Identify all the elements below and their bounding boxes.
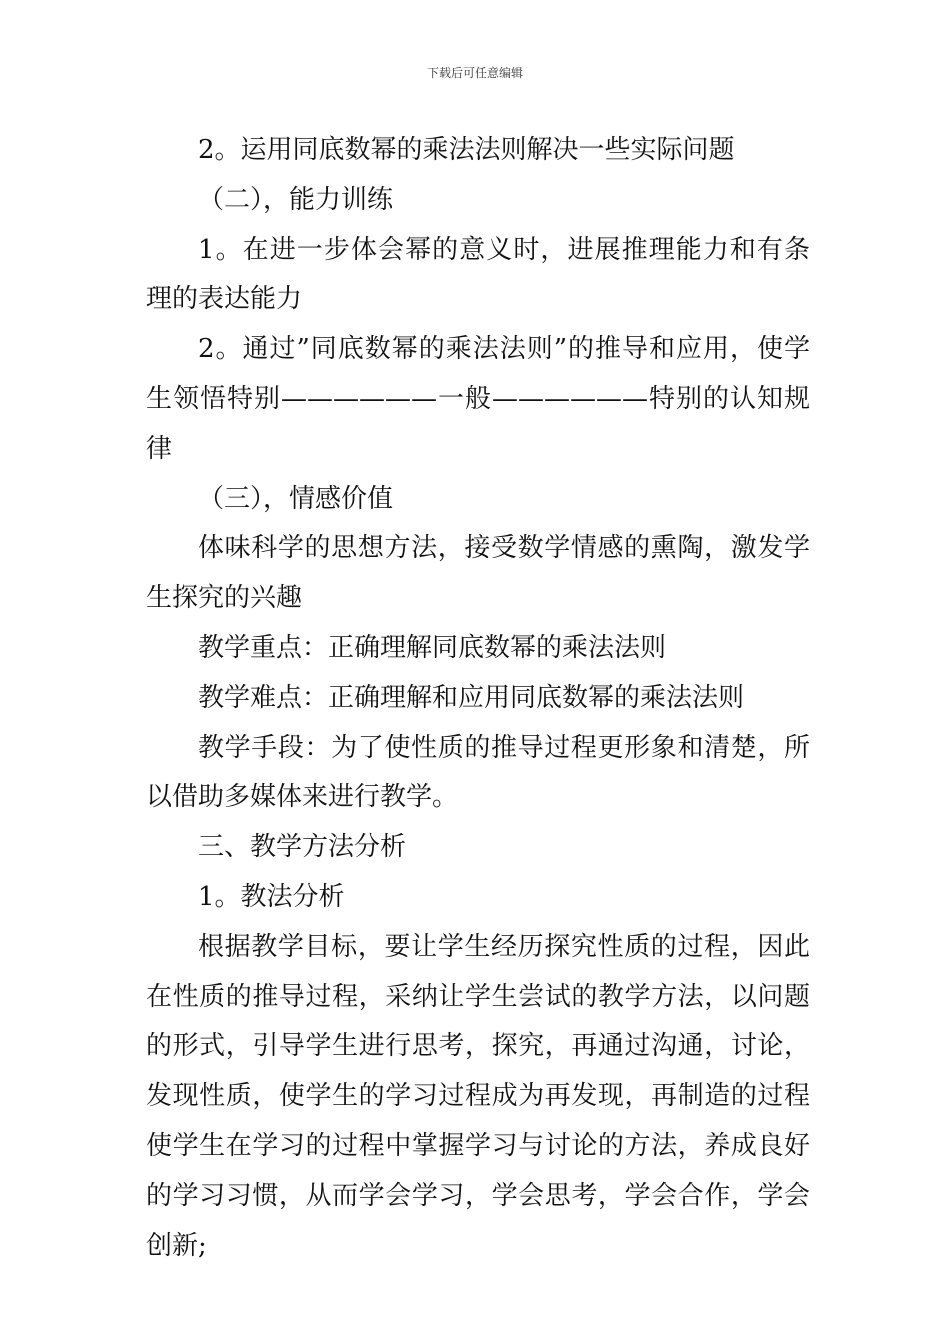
document-body [146, 126, 810, 1271]
paragraph-ability-1: 1。在进一步体会幂的意义时，进展推理能力和有条理的表达能力 [146, 234, 810, 315]
paragraph-goal-2: 2。运用同底数幂的乘法法则解决一些实际问题 [198, 135, 735, 165]
heading-teaching-method: 1。教法分析 [198, 881, 345, 912]
header-note: 下载后可任意编辑 [426, 66, 523, 80]
paragraph-key-point: 教学重点：正确理解同底数幂的乘法法则 [198, 632, 667, 663]
paragraph-ability-2: 2。通过”同底数幂的乘法法则”的推导和应用，使学生领悟特别——————一般——————特别的认知规律 [146, 334, 810, 464]
paragraph-difficult-point: 教学难点：正确理解和应用同底数幂的乘法法则 [198, 682, 745, 713]
paragraph-emotional-value: 体味科学的思想方法，接受数学情感的熏陶，激发学生探究的兴趣 [146, 533, 810, 614]
heading-emotional-value: （三），情感价值 [198, 483, 394, 514]
heading-method-analysis: 三、教学方法分析 [198, 832, 407, 863]
paragraph-teaching-method: 根据教学目标，要让学生经历探究性质的过程，因此在性质的推导过程，采纳让学生尝试的教学方法，以问题的形式，引导学生进行思考，探究，再通过沟通，讨论，发现性质，使学生的学习过程成为再发现，再制造的过程使学生在学习的过程中掌握学习与讨论的方法，养成良好的学习习惯，从而学会学习，学会思考，学会合作，学会创新; [146, 931, 810, 1261]
paragraph-teaching-means: 教学手段：为了使性质的推导过程更形象和清楚，所以借助多媒体来进行教学。 [146, 732, 810, 813]
heading-ability-training: （二），能力训练 [198, 184, 394, 215]
